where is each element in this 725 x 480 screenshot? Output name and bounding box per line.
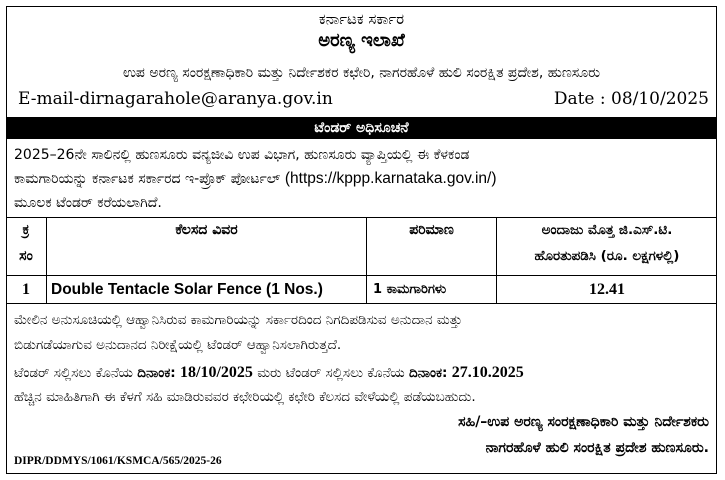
tender-date-label: ದಿನಾಂಕ: <box>137 365 176 381</box>
government-name: ಕರ್ನಾಟಕ ಸರ್ಕಾರ <box>318 10 405 28</box>
intro-line-2 <box>14 167 714 191</box>
notice-title-banner: ಟೆಂಡರ್ ಅಧಿಸೂಚನೆ <box>6 117 717 139</box>
retender-last-date-label: ಮರು ಟೆಂಡರ್ ಸಲ್ಲಿಸಲು ಕೊನೆಯ <box>257 365 405 381</box>
retender-last-date: 27.10.2025 <box>451 364 524 381</box>
signature-line-2: ನಾಗರಹೊಳೆ ಹುಲಿ ಸಂರಕ್ಷಿತ ಪ್ರದೇಶ ಹುಣಸೂರು. <box>485 440 709 456</box>
notice-date: Date : 08/10/2025 <box>553 89 709 109</box>
department-name: ಅರಣ್ಯ ಇಲಾಖೆ <box>318 30 405 51</box>
table-bottom-border <box>6 303 717 304</box>
office-address: ಉಪ ಅರಣ್ಯ ಸಂರಕ್ಷಣಾಧಿಕಾರಿ ಮತ್ತು ನಿರ್ದೇಶಕರ ಕಛೇರಿ, ನಾಗರಹೊಳೆ ಹುಲಿ ಸಂರಕ್ಷಿತ ಪ್ರದೇಶ, ಹುಣಸೂರು <box>122 65 601 81</box>
intro-line-2-text: ಕಾಮಗಾರಿಯನ್ನು ಕರ್ನಾಟಕ ಸರ್ಕಾರದ ಇ-ಪ್ರೊಕ್ ಪೋರ್ಟಲ್ <box>14 171 281 187</box>
portal-url: (https://kppp.karnataka.gov.in/) <box>284 170 497 187</box>
info-line: ಹೆಚ್ಚಿನ ಮಾಹಿತಿಗಾಗಿ ಈ ಕೆಳಗೆ ಸಹಿ ಮಾಡಿರುವವರ ಕಛೇರಿಯಲ್ಲಿ ಕಛೇರಿ ಕೆಲಸದ ವೇಳೆಯಲ್ಲಿ ಪಡೆಯಬಹುದು. <box>14 389 476 405</box>
tender-last-date-label: ಟೆಂಡರ್ ಸಲ್ಲಿಸಲು ಕೊನೆಯ <box>14 365 133 381</box>
row-work: Double Tentacle Solar Fence (1 Nos.) <box>51 281 323 298</box>
office-email: E-mail-dirnagarahole@aranya.gov.in <box>18 89 333 109</box>
header-serial-b: ಸಂ <box>19 248 33 264</box>
header-quantity: ಪರಿಮಾಣ <box>409 222 454 238</box>
header-work: ಕೆಲಸದ ವಿವರ <box>175 222 238 238</box>
body-line-1: ಮೇಲಿನ ಅನುಸೂಚಿಯಲ್ಲಿ ಆಹ್ವಾನಿಸಿರುವ ಕಾಮಗಾರಿಯನ್ನು ಸರ್ಕಾರದಿಂದ ನಿಗದಿಪಡಿಸುವ ಅನುದಾನ ಮತ್ತು <box>14 312 463 328</box>
table-top-border <box>6 217 717 218</box>
signature-line-1: ಸಹಿ/–ಉಪ ಅರಣ್ಯ ಸಂರಕ್ಷಣಾಧಿಕಾರಿ ಮತ್ತು ನಿರ್ದೇಶಕರು <box>458 414 709 430</box>
header-cost-b: ಹೊರತುಪಡಿಸಿ (ರೂ. ಲಕ್ಷಗಳಲ್ಲಿ) <box>534 248 680 264</box>
tender-last-date: 18/10/2025 <box>180 364 253 381</box>
row-quantity: 1 ಕಾಮಗಾರಿಗಳು <box>373 282 447 297</box>
body-line-2: ಬಿಡುಗಡೆಯಾಗುವ ಅನುದಾನದ ನಿರೀಕ್ಷೆಯಲ್ಲಿ ಟೆಂಡರ್ ಆಹ್ವಾನಿಸಲಾಗಿರುತ್ತದೆ. <box>14 337 342 353</box>
table-header-border <box>6 275 717 276</box>
intro-paragraph <box>14 143 714 215</box>
intro-line-1: 2025–26ನೇ ಸಾಲಿನಲ್ಲಿ ಹುಣಸೂರು ವನ್ಯಜೀವಿ ಉಪ ವಿಭಾಗ, ಹುಣಸೂರು ವ್ಯಾಪ್ತಿಯಲ್ಲಿ ಈ ಕೆಳಕಂಡ <box>14 147 470 163</box>
dipr-code: DIPR/DDMYS/1061/KSMCA/565/2025-26 <box>14 455 222 467</box>
retender-date-label: ದಿನಾಂಕ: <box>409 365 448 381</box>
row-serial: 1 <box>22 281 30 298</box>
last-dates-line <box>14 364 524 382</box>
header-serial-a: ಕ್ರ <box>22 222 30 238</box>
header-cost-a: ಅಂದಾಜು ಮೊತ್ತ ಜಿ.ಎಸ್.ಟಿ. <box>541 222 673 238</box>
intro-line-3: ಮೂಲಕ ಟೆಂಡರ್ ಕರೆಯಲಾಗಿದೆ. <box>14 195 162 211</box>
row-cost: 12.41 <box>589 281 625 298</box>
